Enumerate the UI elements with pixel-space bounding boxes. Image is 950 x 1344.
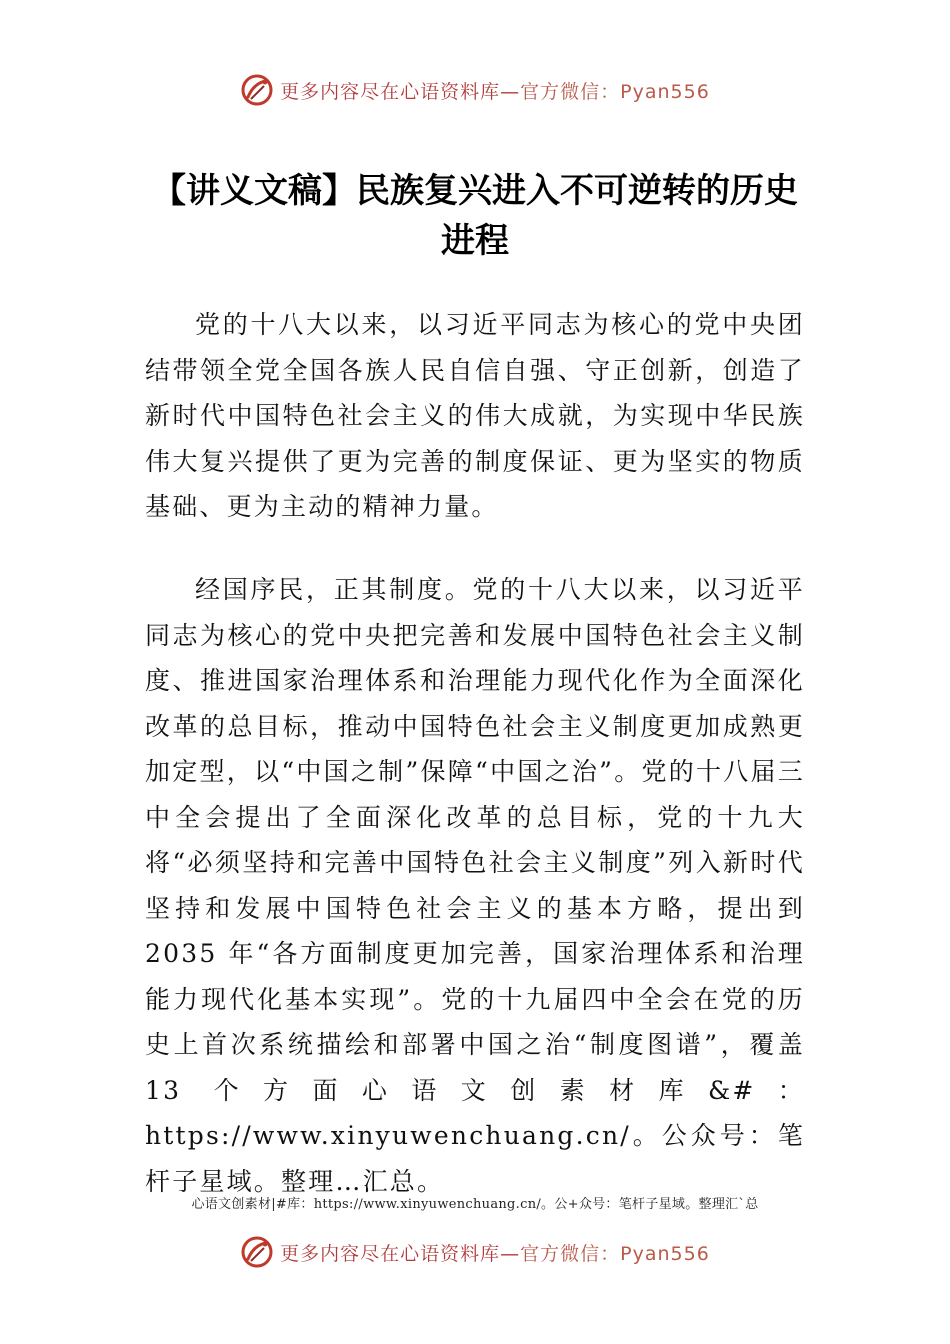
banner-library-text: 更多内容尽在心语资料库— (280, 80, 521, 103)
brand-logo-icon (240, 73, 274, 107)
paragraph-1: 党的十八大以来，以习近平同志为核心的党中央团结带领全党全国各族人民自信自强、守正创新，创造了新时代中国特色社会主义的伟大成就，为实现中华民族伟大复兴提供了更为完善的制度保证、更为坚实的物质基础、更为主动的精神力量。 (145, 310, 805, 521)
footer-note: 心语文创素材|#库：https://www.xinyuwenchuang.cn/。公+众号：笔杆子星域。整理汇`总 (191, 1197, 759, 1212)
paragraph-2: 经国序民，正其制度。党的十八大以来，以习近平同志为核心的党中央把完善和发展中国特色社会主义制度、推进国家治理体系和治理能力现代化作为全面深化改革的总目标，推动中国特色社会主义制度更加成熟更加定型，以“中国之制”保障“中国之治”。党的十八届三中全会提出了全面深化改革的总目标，党的十九大将“必须坚持和完善中国特色社会主义制度”列入新时代坚持和发展中国特色社会主义的基本方略，提出到2035 年“各方面制度更加完善，国家治理体系和治理能力现代化基本实现”。党的十九届四中全会在党的历史上首次系统描绘和部署中国之治“制度图谱”，覆盖13 个方面心语文创素材库&#：https://www.xinyuwenchuang.cn/。公众号：笔杆子星域。整理…汇总。 (145, 575, 805, 1196)
banner-library-text: 更多内容尽在心语资料库— (280, 1242, 521, 1265)
title-line-2: 进程 (441, 221, 509, 261)
banner-text (280, 1239, 710, 1266)
brand-logo-icon (240, 1235, 274, 1269)
document-title (120, 166, 830, 266)
top-banner (0, 70, 950, 110)
banner-wechat-text: 官方微信：Pyan556 (520, 1242, 710, 1265)
banner-wechat-text: 官方微信：Pyan556 (520, 80, 710, 103)
title-line-1: 【讲义文稿】民族复兴进入不可逆转的历史 (152, 171, 798, 211)
banner-text (280, 77, 710, 104)
bottom-banner (0, 1232, 950, 1272)
